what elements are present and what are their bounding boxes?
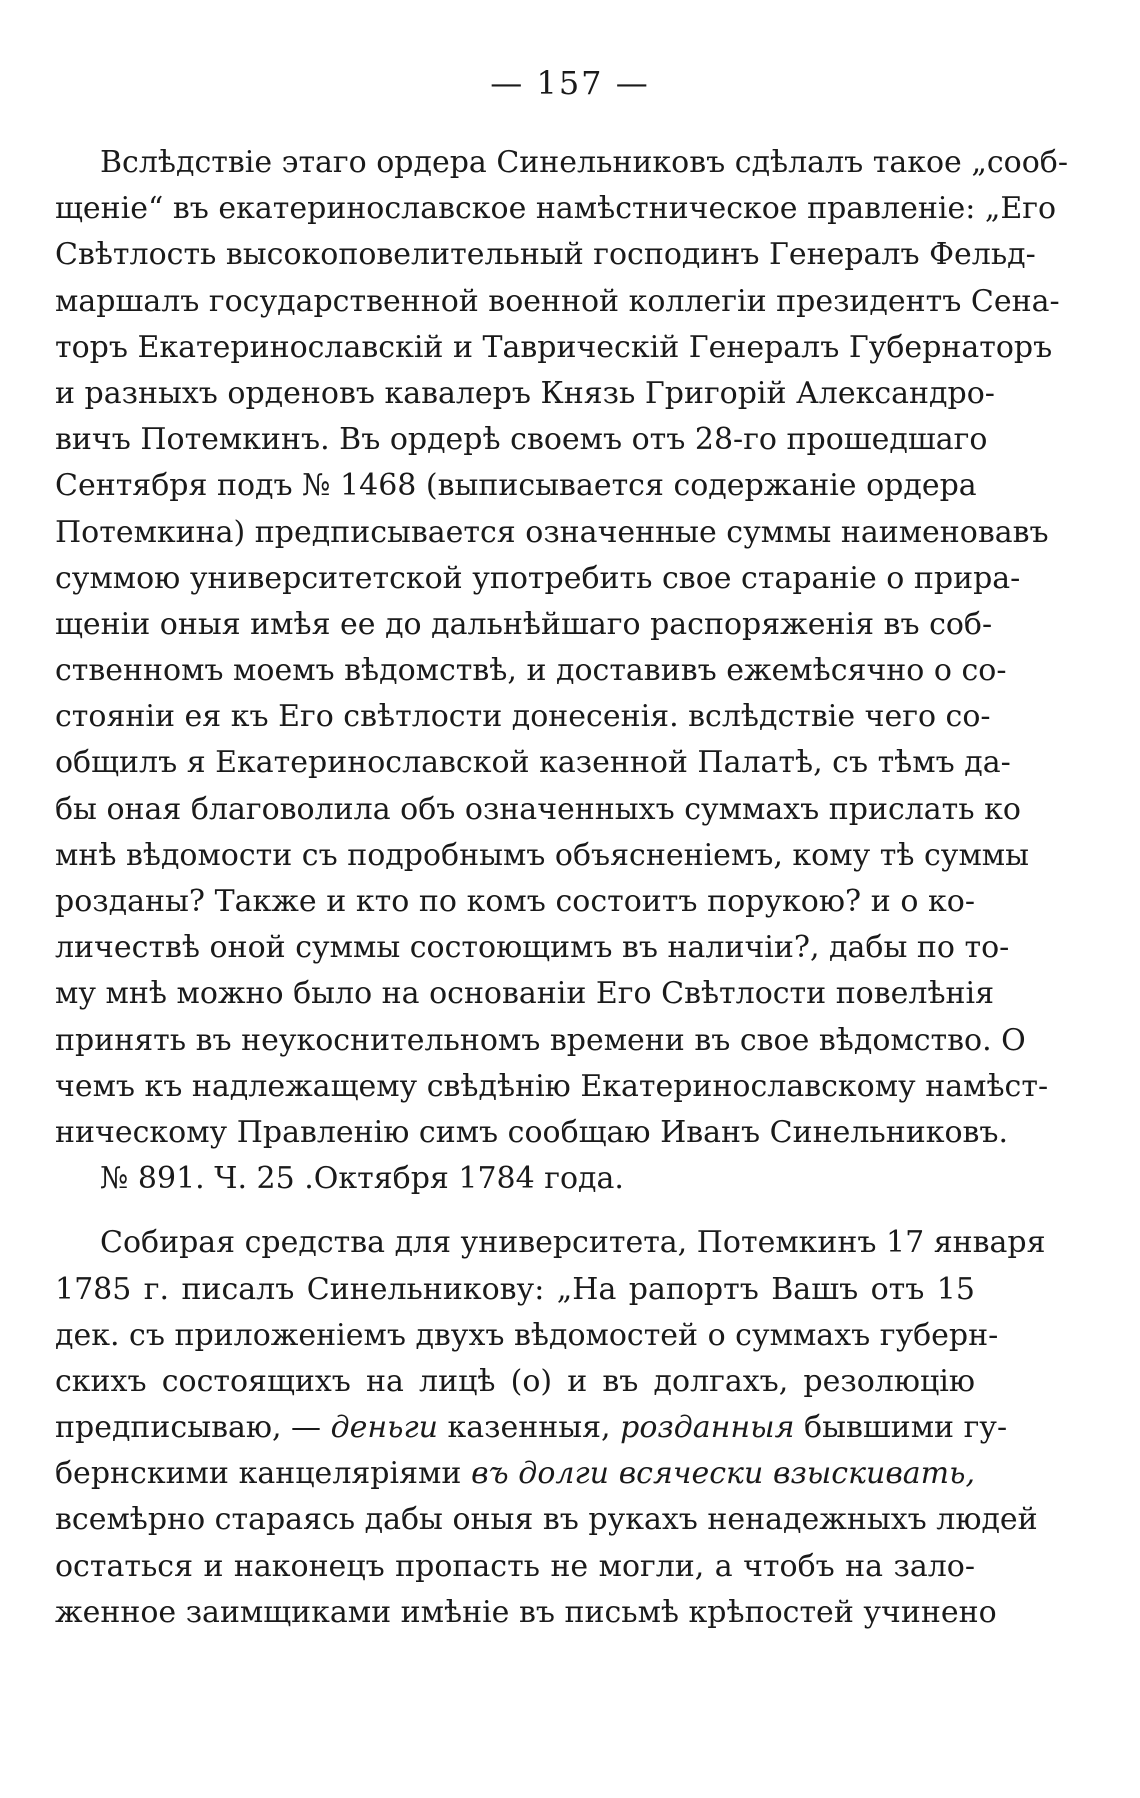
text-line: бы оная благоволила объ означенныхъ суммахъ прислать ко — [55, 791, 1021, 827]
body-text — [55, 140, 1068, 1636]
text-line: Свѣтлость высокоповелительный господинъ Генералъ Фельд- — [55, 237, 1036, 273]
text-line: 1785 г. писалъ Синельникову: „На рапортъ Вашъ отъ 15 — [55, 1271, 975, 1307]
text-line: щеніи оныя имѣя ее до дальнѣйшаго распоряженія въ соб- — [55, 606, 993, 642]
text-line: торъ Екатеринославскій и Таврическій Генералъ Губернаторъ — [55, 329, 1053, 365]
text-line: Вслѣдствіе этаго ордера Синельниковъ сдѣлалъ такое „сооб- — [100, 145, 1068, 180]
text-line: дек. съ приложеніемъ двухъ вѣдомостей о суммахъ губерн- — [55, 1317, 999, 1353]
text-line: Потемкина) предписывается означенные суммы наименовавъ — [55, 514, 1049, 550]
text-fragment: предписываю, — — [55, 1410, 331, 1446]
text-line: скихъ состоящихъ на лицѣ (о) и въ долгахъ, резолюцію — [55, 1363, 975, 1399]
italic-fragment: розданныя — [620, 1410, 795, 1446]
text-line: общилъ я Екатеринославской казенной Палатѣ, съ тѣмъ да- — [55, 745, 1011, 781]
text-line: Собирая средства для университета, Потемкинъ 17 января — [100, 1225, 1046, 1261]
text-line: ственномъ моемъ вѣдомствѣ, и доставивъ ежемѣсячно о со- — [55, 653, 1007, 689]
paragraph-potemkin-order — [55, 1220, 1046, 1636]
text-line: Сентября подъ № 1468 (выписывается содержаніе ордера — [55, 468, 977, 504]
page-number: — 157 — — [490, 64, 650, 102]
italic-fragment: деньги — [330, 1410, 438, 1446]
text-line: чемъ къ надлежащему свѣдѣнію Екатеринославскому намѣст- — [55, 1068, 1049, 1104]
text-fragment: казенныя, — [437, 1410, 621, 1446]
italic-fragment: въ долги всячески взыскивать, — [471, 1456, 975, 1492]
text-line: остаться и наконецъ пропасть не могли, а чтобъ на зало- — [55, 1548, 975, 1584]
text-line: принять въ неукоснительномъ времени въ свое вѣдомство. О — [55, 1022, 1026, 1058]
text-line: му мнѣ можно было на основаніи Его Свѣтлости повелѣнія — [55, 976, 995, 1012]
paragraph-gap — [55, 1202, 975, 1220]
text-line: всемѣрно стараясь дабы оныя въ рукахъ ненадежныхъ людей — [55, 1502, 1038, 1538]
document-reference-line: № 891. Ч. 25 .Октября 1784 года. — [100, 1161, 624, 1197]
text-line: розданы? Также и кто по комъ состоитъ порукою? и о ко- — [55, 884, 975, 919]
text-line: и разныхъ орденовъ кавалеръ Князь Григорій Александро- — [55, 375, 995, 411]
text-line: суммою университетской употребить свое стараніе о прира- — [55, 560, 1021, 596]
text-line: стояніи ея къ Его свѣтлости донесенія. вслѣдствіе чего со- — [55, 699, 991, 735]
text-fragment: бернскими канцеляріями — [55, 1456, 472, 1492]
text-line: мнѣ вѣдомости съ подробнымъ объясненіемъ, кому тѣ суммы — [55, 837, 1029, 873]
text-line: маршалъ государственной военной коллегіи президентъ Сена- — [55, 283, 1060, 319]
text-line-with-italics — [55, 1451, 975, 1497]
text-line: вичъ Потемкинъ. Въ ордерѣ своемъ отъ 28-го прошедшаго — [55, 422, 988, 458]
text-line: щеніе“ въ екатеринославское намѣстническое правленіе: „Его — [55, 191, 1057, 227]
text-line: личествѣ оной суммы состоющимъ въ наличіи?, дабы по то- — [55, 930, 1010, 966]
text-line: женное заимщиками имѣніе въ письмѣ крѣпостей учинено — [55, 1594, 997, 1630]
text-fragment: бывшими гу- — [794, 1410, 1008, 1446]
text-line-with-italics — [55, 1405, 1008, 1451]
text-line: ническому Правленію симъ сообщаю Иванъ Синельниковъ. — [55, 1114, 1009, 1150]
paragraph-sinelnikov-communication — [55, 140, 1068, 1202]
